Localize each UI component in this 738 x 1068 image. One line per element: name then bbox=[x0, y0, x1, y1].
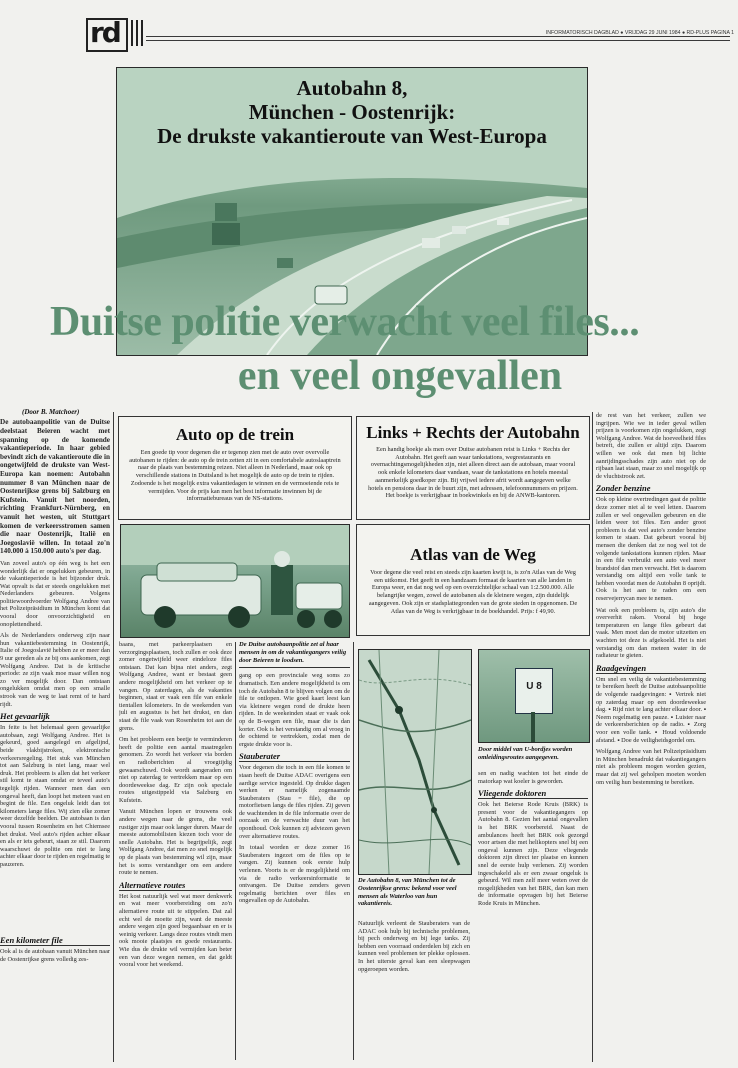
right-subhead-1: Zonder benzine bbox=[596, 483, 706, 494]
left-column-divider bbox=[113, 412, 114, 1062]
u-sign bbox=[515, 668, 553, 714]
headline-line-2: en veel ongevallen bbox=[237, 353, 563, 399]
column-3 bbox=[478, 770, 588, 1060]
middle-column-2 bbox=[239, 641, 350, 1061]
police-photo-caption: De Duitse autobaanpolitie zet al haar mensen in om de vakantiegangers veilig door Beieren te loodsen. bbox=[239, 641, 350, 668]
right-paragraph-2: Ook op kleine overtredingen gaat de politie deze zomer niet al te veel letten. Daarom zullen er wel ongevallen gebeuren en die leiden weer tot files. Een ander groot probleem is dat veel auto's zonder benzine komen te staan. Dat gebeurt vooral bij mensen die denken dat ze nog wel tot de volgende tankstations kunnen rijden. Maar in een file verbruikt een auto veel meer brandstof dan men verwacht. Het is daarom verstandig om altijd een volle tank te hebben voordat men de Autobahn 8 oprijdt. Ook is het aan te raden om een reservejerrycan mee te nemen. bbox=[596, 496, 706, 603]
right-subhead-2: Raadgevingen bbox=[596, 663, 706, 674]
col3-subhead: Vliegende doktoren bbox=[478, 788, 588, 799]
sign-pole bbox=[531, 712, 535, 742]
sign-photo bbox=[478, 649, 590, 743]
box-atlas-title: Atlas van de Weg bbox=[410, 545, 536, 564]
masthead-rule-2 bbox=[146, 40, 730, 41]
map-photo-caption: De Autobahn 8, van München tot de Oostenrijkse grens: bekend voor veel mensen als Waterloo van hun vakantiereis. bbox=[358, 877, 457, 908]
hero-title-3: De drukste vakantieroute van West-Europa bbox=[157, 124, 547, 148]
right-paragraph-1: de rest van het verkeer, zullen we ingrijpen. Wie we in ieder geval willen prijzen is voorkomen zijn ongelukken, zegt Wolfgang Andree. Wat de hoeveelheid files betreft, die zullen er altijd zijn. Daarom willen we ook dat men bij lichte aanrijdingsschades zijn auto niet op de rijbaan laat staan, maar zo snel mogelijk op de vluchtstrook zet. bbox=[596, 412, 706, 480]
left-column bbox=[0, 408, 110, 1068]
police-car-illustration bbox=[121, 525, 349, 637]
left-paragraph-1: De autobaanpolitie van de Duitse deelstaat Beieren wacht met spanning op de komende vakantieperiode. In haar gebied bevindt zich de vakantieroute die in ongetwijfeld de drukste van West-Europa kan noemen: Autobahn nummer 8 van München naar de Oostenrijkse grens bij Salzburg en Kufstein. Vanuit het noorden, richting Frankfurt-Nürnberg, en vanuit het westen, uit Stuttgart komen de verkeersstromen samen die naar Oostenrijk, Italië en Joegoslavië willen. In totaal zo'n 140.000 à 150.000 auto's per dag. bbox=[0, 418, 110, 556]
mid-paragraph-4: Het kost natuurlijk wel wat meer denkwerk en wat meer voorbereiding om zo'n alternatieve route uit te stippelen. Dat zal echt wel de moeite zijn, want de meeste andere wegen zijn goed begaanbaar en er is weinig verkeer. Langs deze routes vindt men ook mooie plaatsjes en goede restaurants. Wie dus de drukte wil vermijden kan beter een van deze wegen nemen, en dat geldt vooral voor het weekend. bbox=[119, 892, 232, 969]
left-paragraph-3: Als de Nederlanders onderweg zijn naar hun vakantiebestemming in Oostenrijk, Italie of Joegoslavië hebben ze er meer dan 9 uur gereden als ze bij ons aankomen, zegt Wolfgang Andree. Dat is de kritische periode: ze zijn vaak moe maar willen nog zo ver mogelijk door. Dan ontstaan ongelukken omdat men op een smalle strook van de weg te laat remt of te hard rijdt. bbox=[0, 632, 110, 708]
mid2-paragraph-1: gang op een provinciale weg soms zo dramatisch. Een andere mogelijkheid is om toch de Autobahn 8 te blijven volgen om de file te ontlopen. Wie goed kaart leest kan via kleinere wegen rond de drukte heen rijden. In de weekeinden staat er vaak ook op de B-wegen een file, maar die is dan korter. Ook is het verstandig om al vroeg in de ochtend te vertrekken, zodat men de ergste drukte voor is. bbox=[239, 672, 350, 748]
box-auto-op-de-trein bbox=[118, 416, 352, 520]
masthead-rule bbox=[146, 36, 730, 37]
box-train-title: Auto op de trein bbox=[175, 425, 295, 444]
mid-paragraph-3: Vanuit München lopen er trouwens ook andere wegen naar de grens, die veel rustiger zijn maar ook langer duren. Maar de meeste automobilisten kiezen toch voor de snelle Autobahn. Het is begrijpelijk, zegt Wolfgang Andree, dat men zo snel mogelijk op de plaats van bestemming wil zijn, maar het is soms verstandiger om een andere route te nemen. bbox=[119, 808, 232, 877]
logo-text: rd bbox=[90, 16, 120, 49]
left-subhead-1: Het gevaarlijk bbox=[0, 711, 110, 722]
hero-title-1: Autobahn 8, bbox=[296, 76, 408, 100]
masthead-logo bbox=[86, 18, 128, 52]
mid-paragraph-2: Om het probleem een beetje te verminderen heeft de politie een aantal maatregelen genomen. Zo wordt het verkeer via borden en radioberichten al vroegtijdig gewaarschuwd. Ook wordt aangeraden om niet op zaterdag te vertrekken maar op een doordeweekse dag. Er zijn ook speciale routes uitgestippeld via Salzburg en Kufstein. bbox=[119, 736, 232, 804]
col3-paragraph-2: Ook het Beierse Rode Kruis (BRK) is present voor de vakantiegangers op Autobahn 8. Gezien het aantal ongevallen is het BRK voorbereid. Naast de ambulances heeft het BRK ook gezorgd voor artsen die met helikopters snel bij een ongeval kunnen zijn. Deze vliegende doktoren zijn direct ter plaatse en kunnen snel de eerste hulp verlenen. Zij worden ingeschakeld als er een zwaar ongeluk is gebeurd. Wil men zelf meer weten over de mogelijkheden van het BRK, dan kan men de informatie opvragen bij het Beierse Rode Kruis in München. bbox=[478, 801, 588, 907]
mid2-paragraph-2: Voor degenen die toch in een file komen te staan heeft de Duitse ADAC overigens een aardige service ingesteld. Op drukke dagen werken er namelijk zogenaamde Stauberaters (Stau = file), die op motorfietsen langs de files rijden. Zij geven de wachtenden in de file informatie over de oorzaak en de verwachte duur van het oponthoud. Ook kunnen zij adviezen geven over alternatieve routes. bbox=[239, 764, 350, 840]
map-photo bbox=[358, 649, 472, 875]
byline: (Door B. Matchoer) bbox=[22, 408, 80, 416]
right-paragraph-3: Wat ook een probleem is, zijn auto's die oververhit raken. Vooral bij hoge temperaturen en lange files gebeurt dat vaak. Men moet dan de motor uitzetten en wachten tot deze is afgekoeld. Het is niet verstandig om dan meteen water in de radiateur te gieten. bbox=[596, 606, 706, 660]
right-column-divider bbox=[592, 412, 593, 1062]
right-column bbox=[596, 412, 706, 1064]
left-paragraph-4: In feite is het helemaal geen gevaarlijke autobaan, zegt Wolfgang Andree. Het is gekeurd, goed aangelegd en afgelijnd, beide vlakbijstroken, elektronische verkeersregeling. Het stuk van München tot aan Salzburg is niet lang, maar wel druk. Het probleem is allen dat het verkeer stil komt te staan omdat er teveel auto's tegelijk rijden. Wanneer men dan een ongeval heeft, dan loopt het meteen vast en begint de file. Een ongeluk leidt dan tot kilometers lange files. Wij zien elke zomer weer dezelfde beelden. De autobaan is dan vooral tussen Rosenheim en het Chiemsee het drukst. Veel auto's rijden achter elkaar en als er iets gebeurt, staan ze stil. Daarom waarschuwt de politie om niet te lang achter elkaar door te rijden en regelmatig te pauzeren. bbox=[0, 724, 110, 868]
col3-paragraph-1: sen en nadig wachten tot het einde de matorkap wat koeler is geworden. bbox=[478, 770, 588, 785]
box-links-body: Een handig boekje als men over Duitse autobanen reist is Links + Rechts der Autobahn. Het geeft aan waar tankstations, wegrestaurants en overnachtingsmogelijkheden zijn, niet alleen direct aan de autobaan, maar vooral ook enkele kilometers daar vandaan, waar de tankstations en hotels meestal aanmerkelijk goedkoper zijn. Bij vrijwel iedere afrit wordt aangegeven welke hotels en pensions daar in de buurt zijn, met adressen, telefoonnummers en prijzen. Het boekje is verkrijgbaar in boekwinkels en bij de ANWB-kantoren. bbox=[368, 446, 578, 500]
header-line: INFORMATORISCH DAGBLAD ● VRIJDAG 29 JUNI 1984 ● RD-PLUS PAGINA 1 bbox=[545, 30, 734, 36]
right-paragraph-4: Om snel en veilig de vakantiebestemming te bereiken heeft de Duitse autobaanpolitie de volgende raadgevingen: ▪ Vertrek niet op zaterdag maar op een doordeweekse dag. ▪ Rijd niet te lang achter elkaar door. ▪ Neem regelmatig een pauze. ▪ Luister naar de verkeersberichten op de radio. ▪ Zorg voor een volle tank. ▪ Houd voldoende afstand. ▪ Doe de veiligheidsgordel om. bbox=[596, 675, 706, 744]
box-atlas-van-de-weg bbox=[356, 524, 590, 636]
u-sign-text: U 8 bbox=[526, 681, 542, 692]
box-links-title: Links + Rechts der Autobahn bbox=[366, 423, 580, 442]
box-atlas-body: Voor degene die veel reist en steeds zijn kaarten kwijt is, is zo'n Atlas van de Weg een uitkomst. Het geeft in een handzaam formaat de kaarten van alle landen in Europa weer, en dat nog wel op een overzichtelijke schaal van 1:2.500.000. Alle belangrijke wegen, zowel de autobanen als de kleinere wegen, zijn duidelijk aangegeven. Ook zijn er stadsplattegronden van de grote steden in opgenomen. De Atlas van de Weg is verkrijgbaar in de boekhandel. Prijs: f 49,90. bbox=[368, 569, 578, 615]
left-paragraph-2: Van zoveel auto's op één weg is het een wonderlijk dat er ongelukken gebeuren, in de vakantieperiode is het bijzonder druk. Wat opvalt is dat er steeds ongelukken met Nederlanders gebeuren. Volgens politiewoordvoerder Wolfgang Andree van het Polizeipräsidium in München komt dat vooral door onvoorzichtigheid en onoplettendheid. bbox=[0, 559, 110, 628]
mid-paragraph-1: baans, met parkeerplaatsen en verzorgingsplaatsen, toch zullen er ook deze zomer ongetwijfeld weer eindeloze files ontstaan. Dat kan bijna niet anders, zegt Wolfgang Andree, want er bestaat geen andere mogelijkheid om het verkeer op te vangen. Op zaterdagen, als de vakanties beginnen, staat er vaak een file van enkele tientallen kilometers. In de weekenden van juli en augustus is het het drukst, en dan staat de file vaak van Rosenheim tot aan de grens. bbox=[119, 641, 232, 732]
police-photo bbox=[120, 524, 350, 638]
middle-column-1 bbox=[119, 641, 232, 1061]
middle-divider-2 bbox=[353, 642, 354, 1060]
col3-paragraph-3: Natuurlijk verleent de Stauberaters van de ADAC ook hulp bij technische problemen, bij pech onderweg en bij lege tanks. Zij hebben een voorraad onderdelen bij zich en kunnen veel problemen ter plekke oplossen. In het uiterste geval kan een sleepwagen opgeroepen worden. bbox=[358, 920, 470, 973]
mid2-paragraph-3: In totaal worden er deze zomer 16 Stauberaters ingezet om de files op te vangen. Zij kunnen ook eerste hulp verlenen. Voorts is er de mogelijkheid om via de radio verkeersinformatie te ontvangen. De Duitse zenders geven regelmatig berichten over files en ongevallen op de Autobahn. bbox=[239, 844, 350, 905]
box-links-rechts bbox=[356, 416, 590, 520]
road-map-illustration bbox=[359, 650, 471, 874]
left-paragraph-5: Ook al is de autobaan vanuit München naar de Oostenrijkse grens volledig zes- bbox=[0, 948, 110, 963]
middle-divider-1 bbox=[235, 642, 236, 1060]
box-train-body: Een goede tip voor degenen die er tegenop zien met de auto over overvolle autobanen te rijden: de auto op de trein zetten zit in een comfortabele autoslaaptrein naar de plaats van bestemming reizen. Niet alleen in Nederland, maar ook op verschillende stations in Duitsland is het mogelijk de auto op de trein te rijden. Zodoende is het mogelijk extra vakantiedagen te winnen en de vermoeiende reis te vermijden. Voor de prijs kan men het best informatie inwinnen bij de informatiebureaus van de NS-stations. bbox=[129, 449, 341, 503]
mid-subhead: Alternatieve routes bbox=[119, 880, 232, 891]
logo-pattern bbox=[126, 20, 146, 46]
headline-line-1: Duitse politie verwacht veel files... bbox=[50, 299, 640, 345]
left-subhead-2: Een kilometer file bbox=[0, 935, 110, 946]
hero-title-2: München - Oostenrijk: bbox=[248, 100, 456, 124]
right-paragraph-5: Wolfgang Andree van het Polizeipräsidium in München benadrukt dat vakantiegangers niet als probleem mogen worden gezien, maar dat zij wel geholpen moeten worden om veilig hun bestemming te bereiken. bbox=[596, 748, 706, 786]
sign-photo-caption: Door middel van U-bordjes worden omleidingsroutes aangegeven. bbox=[478, 746, 573, 761]
mid2-subhead: Stauberater bbox=[239, 751, 350, 762]
